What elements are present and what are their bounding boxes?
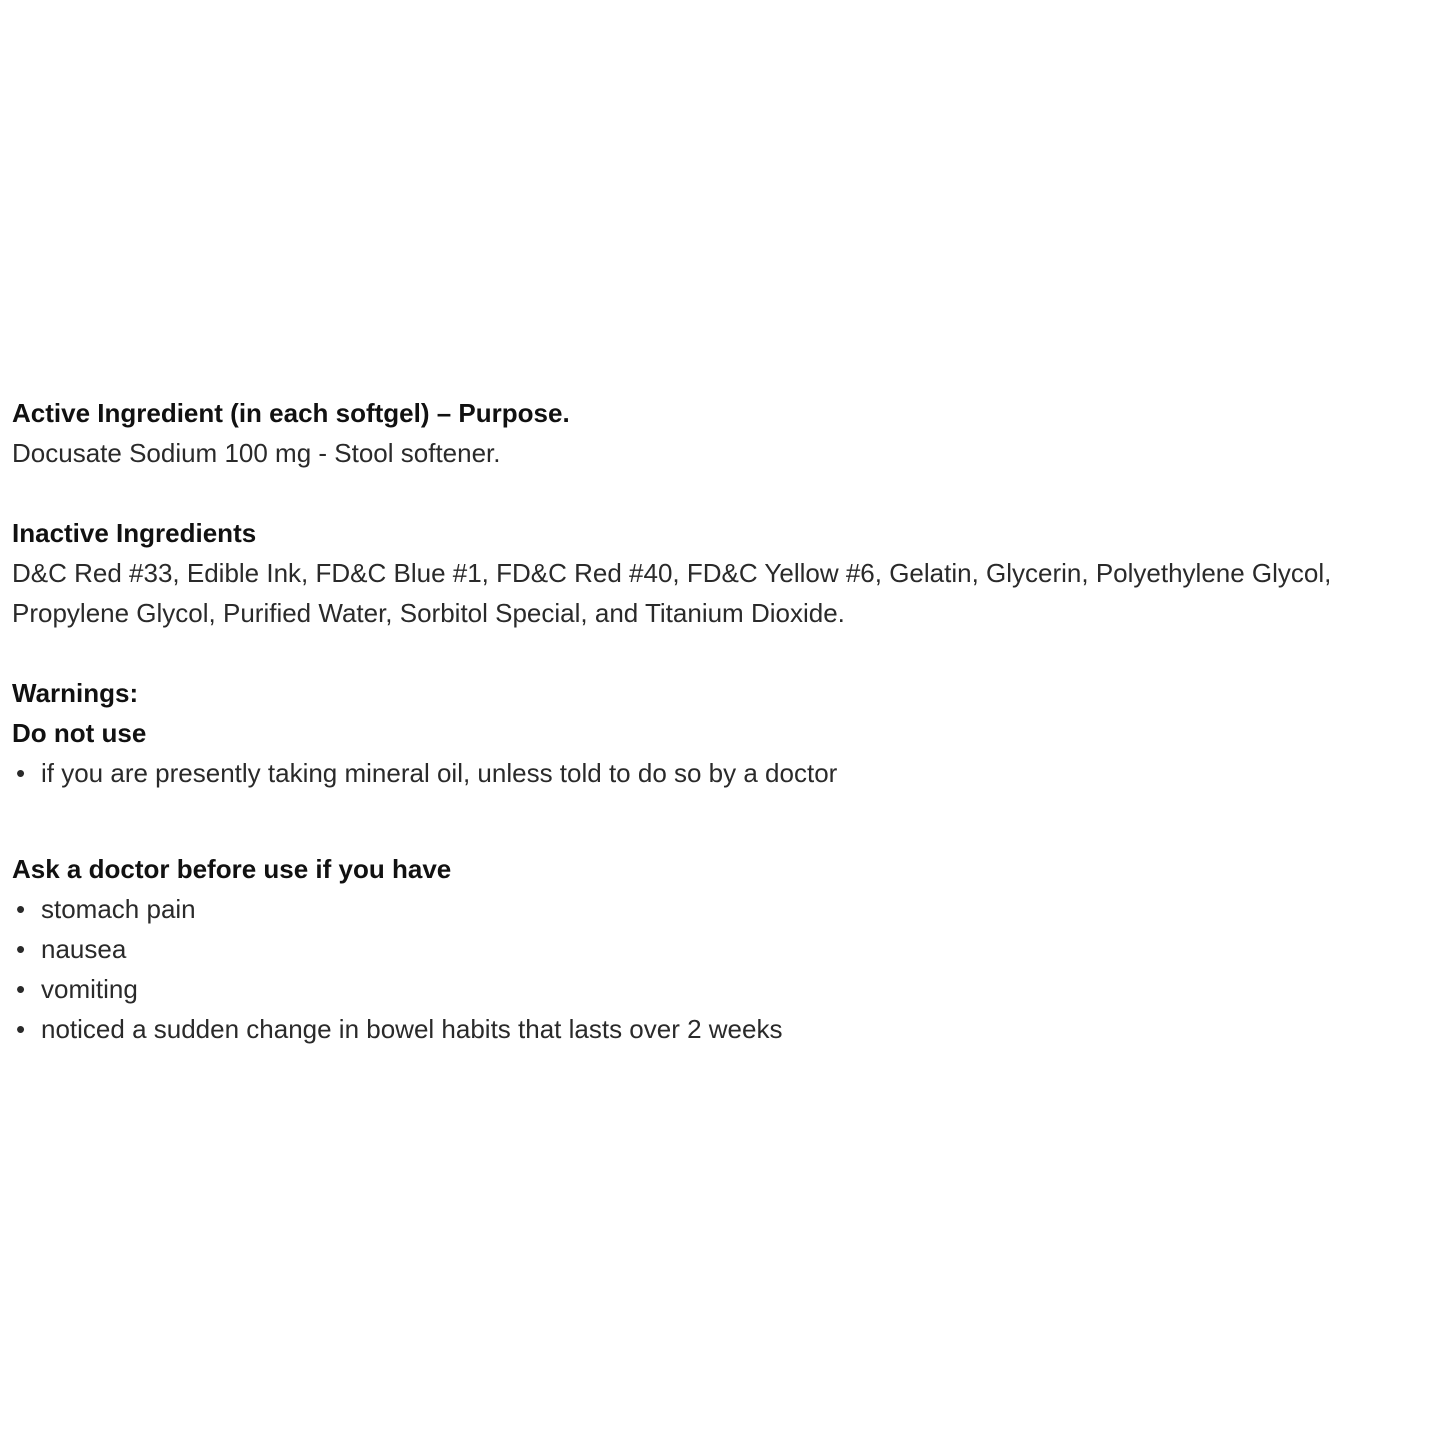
warnings-heading: Warnings: (12, 678, 139, 708)
bullet-icon: • (16, 974, 26, 1004)
list-item (12, 1009, 1442, 1049)
do-not-use-heading: Do not use (12, 718, 147, 748)
list-item-text: stomach pain (41, 894, 196, 924)
list-item-text: if you are presently taking mineral oil, unless told to do so by a doctor (41, 758, 838, 788)
active-ingredient-heading: Active Ingredient (in each softgel) – Purpose. (12, 398, 570, 428)
active-ingredient-section (12, 393, 1442, 473)
active-ingredient-text: Docusate Sodium 100 mg - Stool softener. (12, 438, 501, 468)
list-item (12, 753, 1442, 793)
inactive-ingredients-text: D&C Red #33, Edible Ink, FD&C Blue #1, FD&C Red #40, FD&C Yellow #6, Gelatin, Glycerin, Polyethylene Glycol, Propylene Glycol, Purified Water, Sorbitol Special, and Titanium Dioxide. (12, 558, 1332, 628)
bullet-icon: • (16, 894, 26, 924)
list-item (12, 929, 1442, 969)
ask-doctor-heading: Ask a doctor before use if you have (12, 854, 452, 884)
list-item-text: noticed a sudden change in bowel habits that lasts over 2 weeks (41, 1014, 783, 1044)
bullet-icon: • (16, 1014, 26, 1044)
list-item (12, 969, 1442, 1009)
inactive-ingredients-section (12, 513, 1442, 633)
spacer (12, 473, 1442, 513)
list-item (12, 889, 1442, 929)
warnings-section (12, 673, 1442, 793)
bullet-icon: • (16, 758, 26, 788)
inactive-ingredients-heading: Inactive Ingredients (12, 518, 257, 548)
ask-doctor-list (12, 889, 1442, 1049)
spacer (12, 633, 1442, 673)
list-item-text: vomiting (41, 974, 138, 1004)
list-item-text: nausea (41, 934, 127, 964)
ask-doctor-section (12, 849, 1442, 1049)
do-not-use-list (12, 753, 1442, 793)
drug-facts-document (12, 393, 1442, 1049)
bullet-icon: • (16, 934, 26, 964)
spacer (12, 793, 1442, 849)
